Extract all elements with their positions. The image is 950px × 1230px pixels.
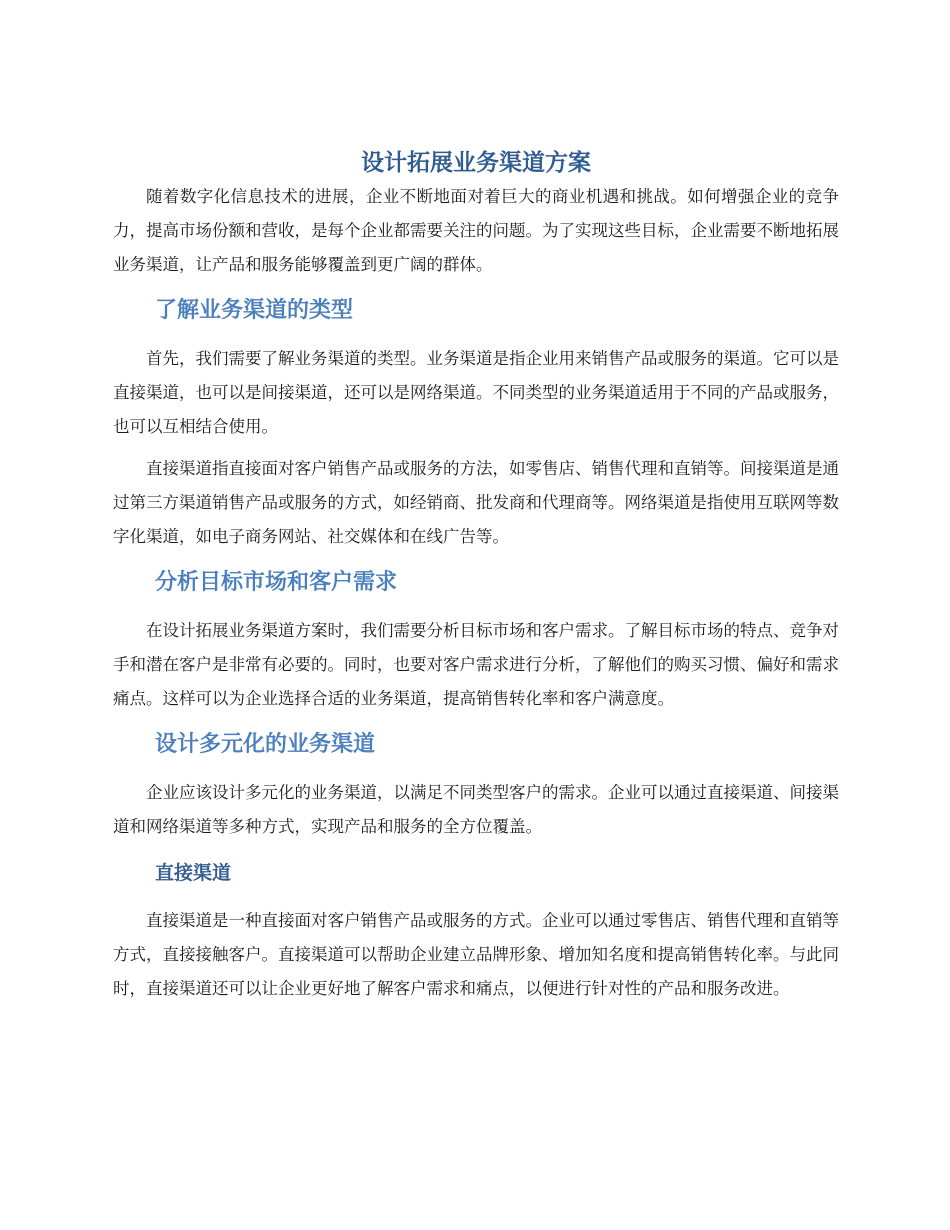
paragraph: 企业应该设计多元化的业务渠道，以满足不同类型客户的需求。企业可以通过直接渠道、间接渠道和网络渠道等多种方式，实现产品和服务的全方位覆盖。 bbox=[113, 783, 839, 836]
paragraph: 直接渠道是一种直接面对客户销售产品或服务的方式。企业可以通过零售店、销售代理和直销等方式，直接接触客户。直接渠道可以帮助企业建立品牌形象、增加知名度和提高销售转化率。与此同时，直接渠道还可以让企业更好地了解客户需求和痛点，以便进行针对性的产品和服务改进。 bbox=[113, 911, 839, 998]
subheading-direct-channel: 直接渠道 bbox=[155, 862, 232, 884]
paragraph: 直接渠道指直接面对客户销售产品或服务的方法，如零售店、销售代理和直销等。间接渠道是通过第三方渠道销售产品或服务的方式，如经销商、批发商和代理商等。网络渠道是指使用互联网等数字化渠道，如电子商务网站、社交媒体和在线广告等。 bbox=[113, 459, 839, 546]
document-title: 设计拓展业务渠道方案 bbox=[361, 150, 591, 176]
section-heading-target-market: 分析目标市场和客户需求 bbox=[155, 570, 398, 595]
document-content bbox=[113, 146, 839, 1006]
intro-paragraph: 随着数字化信息技术的进展，企业不断地面对着巨大的商业机遇和挑战。如何增强企业的竞争力，提高市场份额和营收，是每个企业都需要关注的问题。为了实现这些目标，企业需要不断地拓展业务渠道，让产品和服务能够覆盖到更广阔的群体。 bbox=[113, 187, 839, 274]
paragraph: 在设计拓展业务渠道方案时，我们需要分析目标市场和客户需求。了解目标市场的特点、竞争对手和潜在客户是非常有必要的。同时，也要对客户需求进行分析，了解他们的购买习惯、偏好和需求痛点。这样可以为企业选择合适的业务渠道，提高销售转化率和客户满意度。 bbox=[113, 621, 839, 708]
section-heading-channel-types: 了解业务渠道的类型 bbox=[155, 298, 354, 323]
paragraph: 首先，我们需要了解业务渠道的类型。业务渠道是指企业用来销售产品或服务的渠道。它可以是直接渠道，也可以是间接渠道，还可以是网络渠道。不同类型的业务渠道适用于不同的产品或服务，也可以互相结合使用。 bbox=[113, 349, 839, 436]
section-heading-diversified-channels: 设计多元化的业务渠道 bbox=[155, 732, 376, 757]
